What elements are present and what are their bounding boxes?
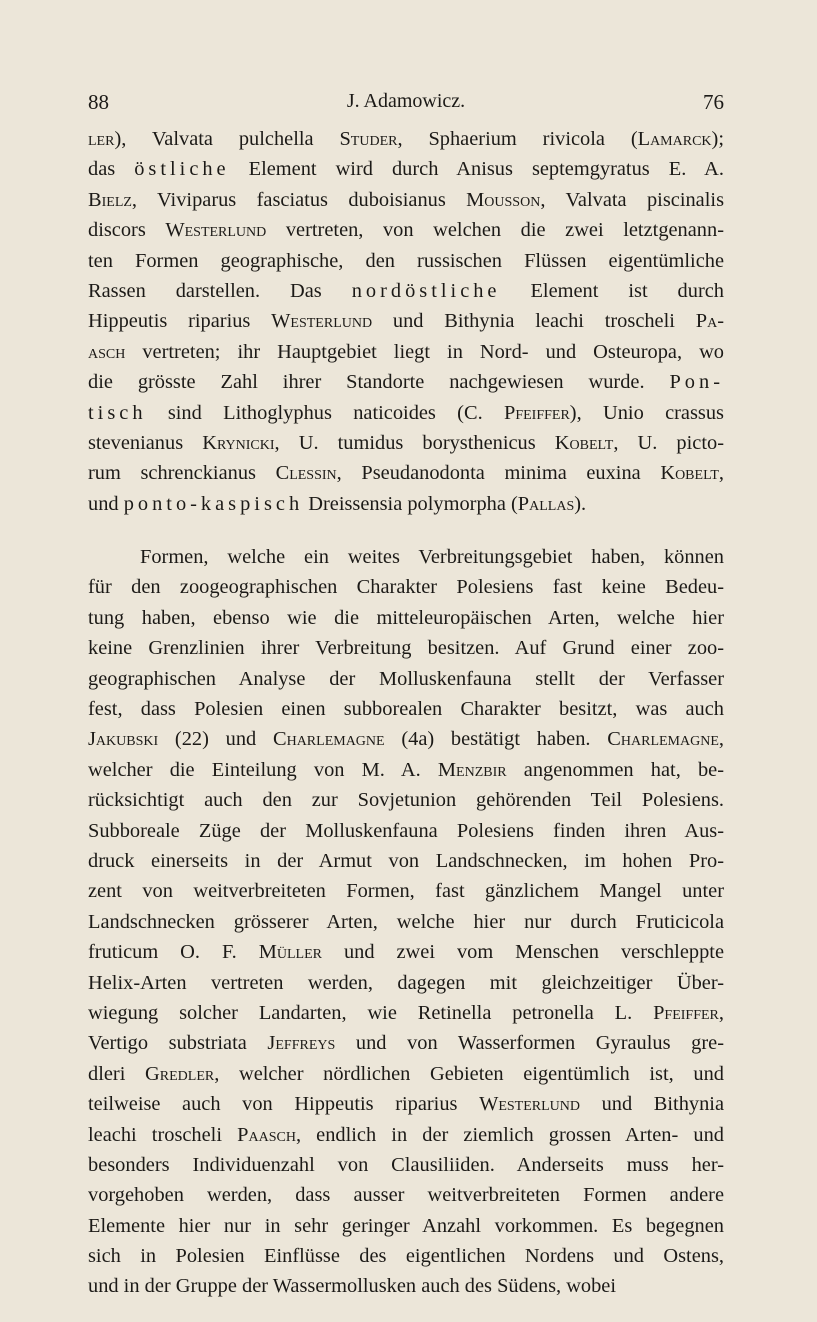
text-run: und (88, 492, 124, 515)
text-run: und zwei vom Menschen verschleppte (321, 941, 724, 964)
text-run: das (88, 158, 135, 181)
text-run: rum schrenckianus (88, 462, 256, 485)
text-run: fruticum (88, 941, 159, 964)
text-run: ( (505, 492, 518, 515)
text-run: geographischen Analyse der Molluskenfauna stellt der Verfasser (88, 667, 724, 690)
text-run: Element ist durch (500, 279, 724, 302)
text-run: die grösste Zahl ihrer Standorte nachgewiesen wurde. (88, 371, 670, 394)
text-run: leachi troscheli (88, 1123, 223, 1146)
text-line (88, 1211, 724, 1241)
text-line (88, 724, 724, 754)
text-run: discors (88, 219, 146, 242)
text-run: ); (711, 128, 724, 150)
text-run: stevenianus (88, 431, 184, 454)
text-line (88, 1150, 724, 1180)
text-run: östliche (134, 158, 230, 181)
text-run (314, 128, 340, 150)
text-run: und (580, 1093, 654, 1116)
text-line (88, 1089, 724, 1119)
running-head: J. Adamowicz. (346, 90, 466, 112)
text-run: , (274, 431, 299, 454)
text-run: sich in Polesien Einflüsse des eigentlichen Nordens und Ostens, (88, 1245, 724, 1268)
text-line (88, 694, 724, 724)
text-run (250, 310, 271, 332)
text-line (88, 816, 724, 846)
paragraph-gap (88, 519, 724, 542)
text-line (88, 337, 724, 367)
text-run: U. tumidus borysthenicus (298, 431, 536, 454)
text-run: Subboreale Züge der Molluskenfauna Polesiens finden ihren Aus- (88, 819, 724, 842)
text-run: , (540, 188, 566, 211)
text-run: zent von weitverbreiteten Formen, fast gänzlichem Mangel unter (88, 880, 724, 903)
text-run: tung haben, ebenso wie die mitteleuropäischen Arten, welche hier (88, 606, 724, 629)
text-run: Charlemagne (607, 728, 719, 751)
text-line (88, 215, 724, 245)
paragraph (88, 124, 724, 519)
text-run: L. (593, 1001, 654, 1024)
text-line (88, 185, 724, 215)
text-run: sind (146, 401, 224, 424)
page-number-right: 76 (703, 90, 724, 114)
text-run (536, 432, 555, 454)
text-line (88, 1059, 724, 1089)
text-run: Landschnecken grösserer Arten, welche hier nur durch (88, 910, 636, 933)
text-run: vertreten; ihr Hauptgebiet liegt in Nord- und Osteuropa, wo (125, 340, 724, 363)
text-run: Pfeiffer (503, 401, 570, 424)
text-run: Elemente hier nur in sehr geringer Anzahl vorkommen. Es begegnen (88, 1214, 724, 1237)
text-line (88, 572, 724, 602)
text-run: Pallas (517, 492, 575, 515)
text-run: , welcher nördlichen Gebieten eigentümlich ist, und (214, 1062, 724, 1085)
text-run: Paasch (237, 1123, 296, 1146)
text-line (88, 428, 724, 458)
text-run (641, 462, 661, 484)
text-run: besonders Individuenzahl von Clausiliiden. Anderseits muss her- (88, 1153, 724, 1176)
text-run: Gredler (145, 1062, 215, 1085)
text-line (88, 603, 724, 633)
text-run: , (336, 462, 362, 485)
text-run: Helix (88, 971, 134, 994)
text-run: Kobelt (554, 431, 614, 454)
text-line (88, 968, 724, 998)
text-run: Lamarck (637, 128, 712, 150)
text-run: U. picto- (637, 431, 724, 454)
text-run: , (613, 431, 638, 454)
text-run: und (372, 310, 445, 333)
text-run: Krynicki (202, 431, 275, 454)
text-run: Bithynia (653, 1093, 724, 1116)
text-line (88, 1241, 724, 1271)
text-run: Valvata piscinalis (565, 188, 725, 211)
text-run: Clessin (275, 462, 337, 485)
text-run: tisch (88, 401, 147, 424)
text-line (88, 998, 724, 1028)
text-run: ), (569, 401, 603, 424)
text-run: Hippeutis riparius (294, 1093, 458, 1116)
text-run: dleri (88, 1062, 126, 1085)
text-line (88, 755, 724, 785)
text-run: und von Wasserformen (335, 1032, 596, 1055)
text-line (88, 1271, 724, 1301)
text-line (88, 1120, 724, 1150)
text-run: , (718, 462, 724, 485)
text-run: E. A. (649, 158, 724, 181)
text-line (88, 633, 724, 663)
text-line (88, 542, 724, 572)
text-run: -Arten vertreten werden, dagegen mit gleichzeitiger Über- (133, 971, 724, 994)
text-run (125, 1063, 145, 1085)
text-line (88, 154, 724, 184)
text-run: O. F. (158, 941, 259, 964)
text-run: Fruticicola (635, 910, 724, 933)
text-run: ponto-kaspisch (123, 492, 304, 515)
text-run: (4a) bestätigt haben. (384, 728, 608, 751)
text-run: Unio crassus (603, 401, 724, 424)
text-run: rücksichtigt auch den zur Sovjetunion gehörenden Teil Polesiens. (88, 789, 724, 812)
text-run: ), (114, 128, 152, 150)
text-run: Sphaerium rivicola (428, 128, 605, 150)
text-run: Anisus septemgyratus (456, 158, 650, 181)
text-run (446, 189, 466, 211)
text-run: Vertigo substriata (88, 1032, 247, 1055)
text-run: (C. (435, 401, 504, 424)
text-run: keine Grenzlinien ihrer Verbreitung besitzen. Auf Grund einer zoo- (88, 637, 724, 660)
text-run: Jakubski (88, 728, 159, 751)
text-line (88, 489, 724, 519)
text-run: fest, dass Polesien einen subborealen Charakter besitzt, was auch (88, 698, 724, 721)
text-line (88, 1180, 724, 1210)
text-run (247, 1032, 268, 1054)
text-run: Bielz (88, 188, 132, 211)
text-run: Jeffreys (267, 1032, 336, 1055)
text-run: Studer (339, 128, 398, 150)
text-run: vertreten, von welchen die zwei letztgenann- (266, 219, 724, 242)
text-run: wiegung solcher Landarten, wie (88, 1001, 418, 1024)
text-run: (22) und (158, 728, 273, 751)
text-run (675, 310, 696, 332)
text-run: Mousson (466, 188, 541, 211)
text-line (88, 876, 724, 906)
text-run: , endlich in der ziemlich grossen Arten- und (295, 1123, 724, 1146)
text-run: Westerlund (479, 1093, 580, 1116)
text-run: welcher die Einteilung von M. A. (88, 758, 438, 781)
text-run: Westerlund (271, 310, 373, 333)
text-run: Viviparus fasciatus duboisianus (157, 188, 446, 211)
text-run: Formen, welche ein weites Verbreitungsgebiet haben, können (140, 546, 724, 569)
text-line (88, 246, 724, 276)
text-run: ler (88, 128, 115, 150)
text-run: Pon- (669, 371, 724, 394)
text-line (88, 306, 724, 336)
text-run: Pseudanodonta minima euxina (361, 462, 641, 485)
text-run: Dreissensia polymorpha (308, 492, 506, 515)
text-run: nordöstliche (351, 279, 501, 302)
text-run: Menzbir (437, 758, 507, 781)
text-run: für den zoogeographischen Charakter Polesiens fast keine Bedeu- (88, 576, 724, 599)
text-run: und in der Gruppe der Wassermollusken auch des Südens, wobei (88, 1275, 617, 1298)
text-run: , (718, 1001, 725, 1024)
text-line (88, 937, 724, 967)
text-line (88, 664, 724, 694)
text-line (88, 398, 724, 428)
text-line (88, 907, 724, 937)
body-text (88, 124, 724, 1302)
text-run: , (718, 728, 724, 751)
text-run: Lithoglyphus naticoides (223, 401, 436, 424)
text-run: Valvata pulchella (151, 128, 314, 150)
text-line (88, 785, 724, 815)
text-run: ). (574, 492, 587, 515)
paragraph (88, 542, 724, 1302)
text-run: Gyraulus gre- (595, 1032, 724, 1055)
text-run: Kobelt (660, 462, 719, 485)
text-run (256, 462, 276, 484)
text-run: Hippeutis riparius (88, 310, 251, 333)
text-run: ten Formen geographische, den russischen Flüssen eigentümliche (88, 249, 724, 272)
page-number-left: 88 (88, 90, 109, 114)
text-line (88, 124, 724, 154)
text-run: Rassen darstellen. Das (88, 279, 352, 302)
text-line (88, 458, 724, 488)
text-run: ( (604, 128, 638, 150)
text-run (222, 1124, 237, 1146)
text-run: Bithynia leachi troscheli (444, 310, 675, 333)
text-run: , (397, 128, 429, 150)
text-run: Element wird durch (229, 158, 457, 181)
text-run (457, 1093, 479, 1115)
text-run: asch (88, 340, 126, 363)
text-run: vorgehoben werden, dass ausser weitverbreiteten Formen andere (88, 1184, 724, 1207)
text-run: , (131, 188, 158, 211)
text-run (183, 432, 202, 454)
text-run: druck einerseits in der Armut von Landschnecken, im hohen Pro- (88, 849, 724, 872)
text-run: Pfeiffer (653, 1001, 719, 1024)
text-line (88, 846, 724, 876)
text-run: Müller (258, 941, 322, 964)
text-line (88, 367, 724, 397)
text-line (88, 1028, 724, 1058)
text-run: Retinella petronella (417, 1001, 594, 1024)
text-run: Westerlund (165, 219, 267, 242)
text-line (88, 276, 724, 306)
text-run (146, 219, 166, 241)
text-run: Pa- (695, 310, 724, 333)
text-run: teilweise auch von (88, 1093, 295, 1116)
text-run: Charlemagne (272, 728, 385, 751)
page-header (88, 90, 724, 122)
text-run: angenommen hat, be- (506, 758, 725, 781)
